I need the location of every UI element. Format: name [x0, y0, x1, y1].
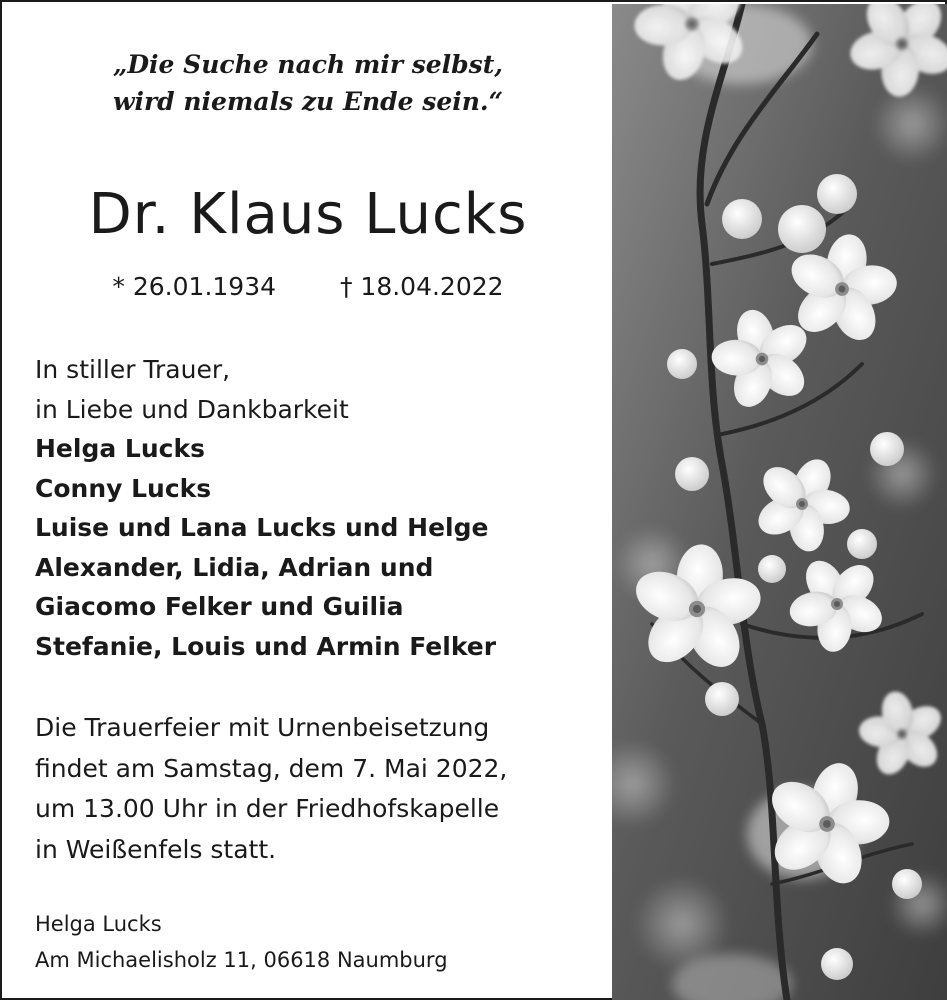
mourners-block [35, 350, 496, 666]
quote-line-2: wird niemals zu Ende sein.“ [112, 87, 503, 116]
death-date: † 18.04.2022 [339, 272, 504, 301]
ceremony-line: in Weißenfels statt. [35, 834, 277, 864]
ceremony-info [35, 708, 507, 870]
ceremony-line: um 13.00 Uhr in der Friedhofskapelle [35, 794, 500, 823]
mourner-name: Conny Lucks [35, 473, 212, 503]
blossom-branch-image [612, 4, 947, 1000]
mourner-name: Luise und Lana Lucks und Helge [35, 513, 489, 542]
deceased-name: Dr. Klaus Lucks [88, 182, 528, 247]
text-column [4, 4, 612, 1000]
mourner-name: Giacomo Felker und Guilia [35, 592, 404, 621]
sender-block [35, 906, 448, 978]
birth-date: * 26.01.1934 [112, 272, 277, 301]
quote-line-1: „Die Suche nach mir selbst, [113, 50, 503, 79]
mourners-intro-1: In stiller Trauer, [35, 355, 231, 384]
sender-address: Am Michaelisholz 11, 06618 Naumburg [35, 948, 448, 972]
sender-name: Helga Lucks [35, 912, 162, 936]
mourner-name: Helga Lucks [35, 434, 205, 463]
mourner-name: Stefanie, Louis und Armin Felker [35, 631, 497, 661]
quote [4, 46, 612, 120]
mourner-name: Alexander, Lidia, Adrian und [35, 552, 434, 582]
life-dates [4, 272, 612, 301]
ceremony-line: Die Trauerfeier mit Urnenbeisetzung [35, 713, 490, 742]
blossom-photo [612, 4, 947, 1000]
mourners-intro-2: in Liebe und Dankbarkeit [35, 394, 349, 424]
ceremony-line: findet am Samstag, dem 7. Mai 2022, [35, 753, 508, 783]
